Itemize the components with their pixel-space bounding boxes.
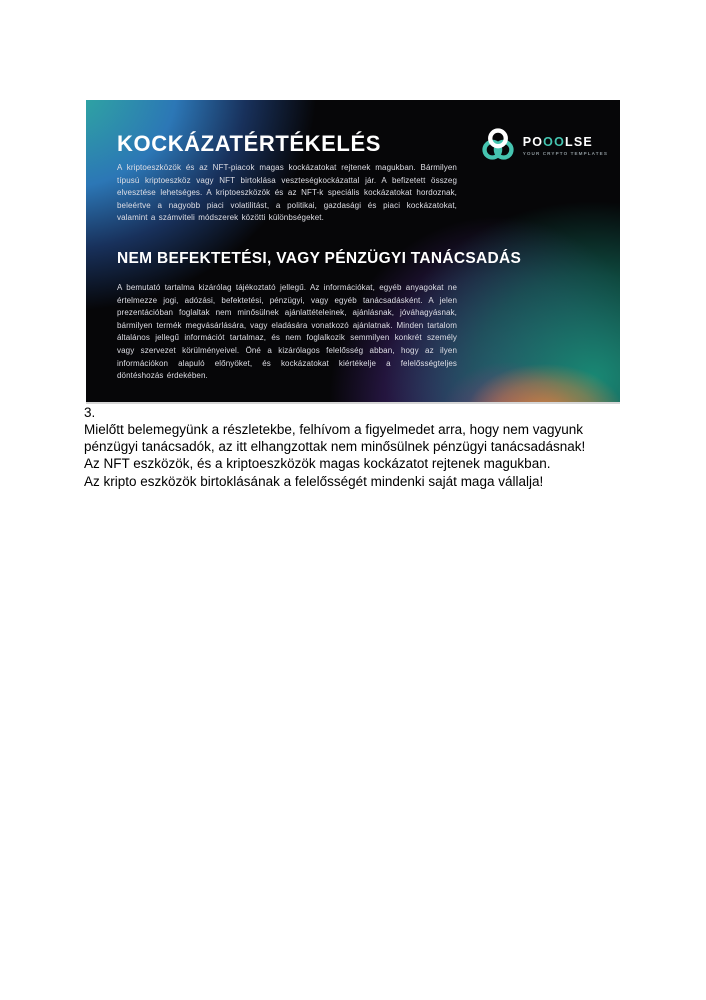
brand-text <box>523 135 608 156</box>
note-line: pénzügyi tanácsadók, az itt elhangzottak nem minősülnek pénzügyi tanácsadásnak! <box>84 439 586 455</box>
interlocked-rings-icon <box>479 127 517 163</box>
brand-logo <box>479 127 608 163</box>
no-advice-paragraph: A bemutató tartalma kizárólag tájékoztató jellegű. Az információkat, egyéb anyagokat ne értelmezze jogi, adózási, befektetési, pénzügyi, vagy egyéb tanácsadásként. A jelen prezentációban foglaltak nem minősülnek ajánlattételeinek, ajánlásnak, jóváhagyásnak, bármilyen termék megvásárlására, vagy eladására vonatkozó ajánlatnak. Minden tartalom általános jellegű információt tartalmaz, és nem foglalkozik semmilyen konkrét személy vagy szervezet körülményeivel. Öné a kizárólagos felelősség abban, hogy az ilyen információkon alapuló előnyöket, és kockázatokat kiértékelje a felelősségteljes döntéshozás érdekében. <box>117 283 457 381</box>
slide-title: KOCKÁZATÉRTÉKELÉS <box>117 131 382 156</box>
no-advice-heading: NEM BEFEKTETÉSI, VAGY PÉNZÜGYI TANÁCSADÁS <box>117 250 522 267</box>
note-line: Az NFT eszközök, és a kriptoeszközök magas kockázatot rejtenek magukban. <box>84 456 551 472</box>
risk-disclaimer-paragraph: A kriptoeszközök és az NFT-piacok magas kockázatokat rejtenek magukban. Bármilyen típusú kriptoeszköz vagy NFT birtoklása veszteségkockázattal jár. A befizetett összeg elvesztése lehetséges. A kriptoeszközök és az NFT-k speciális kockázatokat hordoznak, beleértve a nagyobb piaci volatilitást, a politikai, gazdasági és piaci kockázatokat, valamint a számviteli módszerek közötti különbségeket. <box>117 163 457 223</box>
risk-assessment-slide-image[interactable] <box>86 100 620 404</box>
note-number: 3. <box>84 405 96 420</box>
brand-name: POOOLSE <box>522 134 593 149</box>
speaker-notes <box>84 421 585 490</box>
note-line: Mielőtt belemegyünk a részletekbe, felhívom a figyelmedet arra, hogy nem vagyunk <box>84 422 584 437</box>
note-line: Az kripto eszközök birtoklásának a felelősségét mindenki saját maga vállalja! <box>84 473 544 489</box>
brand-tagline: YOUR CRYPTO TEMPLATES <box>522 150 608 156</box>
